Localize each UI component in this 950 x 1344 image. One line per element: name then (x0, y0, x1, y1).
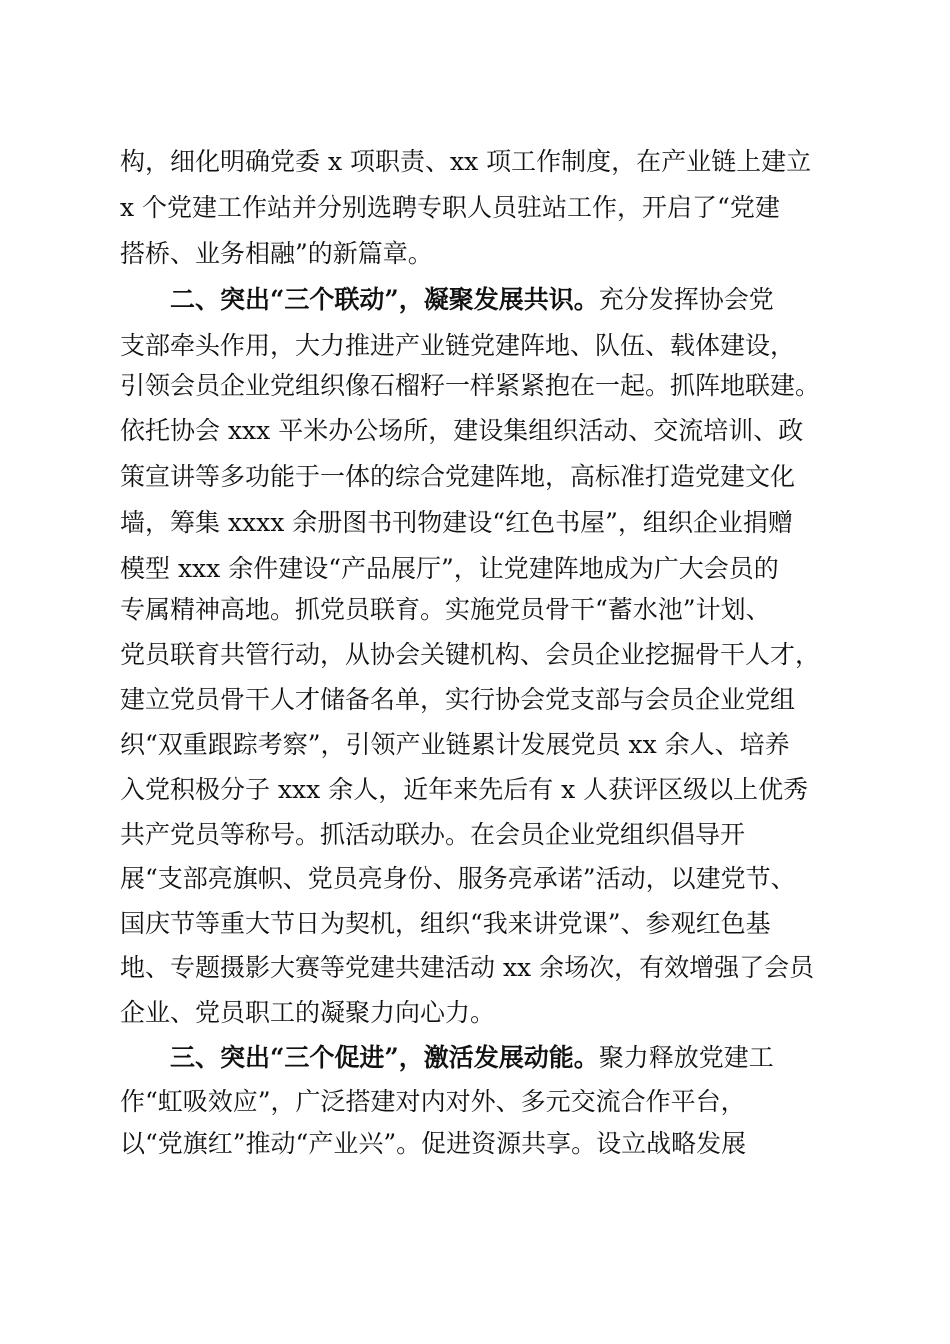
line-text: 入党积极分子 xxx 余人，近年来先后有 x 人获评区级以上优秀 (120, 775, 809, 804)
line-text: 建立党员骨干人才储备名单，实行协会党支部与会员企业党组 (120, 685, 796, 714)
text-line (120, 232, 840, 276)
text-line (120, 455, 840, 499)
section-heading-line (170, 1036, 840, 1080)
text-line (120, 678, 840, 722)
text-line (120, 813, 840, 857)
section-heading-line (170, 278, 840, 322)
text-line (120, 902, 840, 946)
line-text: 党员联育共管行动，从协会关键机构、会员企业挖掘骨干人才， (120, 640, 821, 669)
line-text: 地、专题摄影大赛等党建共建活动 xx 余场次，有效增强了会员 (120, 953, 815, 982)
text-line (120, 991, 840, 1035)
line-text: 充分发挥协会党 (598, 285, 774, 314)
line-text: x 个党建工作站并分别选聘专职人员驻站工作，开启了“党建 (120, 193, 780, 222)
text-line (120, 633, 840, 677)
section-heading: 二、突出“三个联动”，凝聚发展共识。 (170, 285, 599, 314)
text-line (120, 501, 840, 545)
line-text: 策宣讲等多功能于一体的综合党建阵地，高标准打造党建文化 (120, 462, 796, 491)
line-text: 展“支部亮旗帜、党员亮身份、服务亮承诺”活动，以建党节、 (120, 864, 796, 893)
text-line (120, 364, 840, 408)
line-text: 支部牵头作用，大力推进产业链党建阵地、队伍、载体建设， (120, 331, 796, 360)
line-text: 共产党员等称号。抓活动联办。在会员企业党组织倡导开 (120, 820, 746, 849)
text-line (120, 186, 840, 230)
line-text: 模型 xxx 余件建设“产品展厅”，让党建阵地成为广大会员的 (120, 554, 779, 583)
section-heading: 三、突出“三个促进”，激活发展动能。 (170, 1043, 599, 1072)
line-text: 以“党旗红”推动“产业兴”。促进资源共享。设立战略发展 (120, 1129, 747, 1158)
text-line (120, 1080, 840, 1124)
text-line (120, 723, 840, 767)
line-text: 墙，筹集 xxxx 余册图书刊物建设“红色书屋”，组织企业捐赠 (120, 508, 793, 537)
text-line (120, 588, 840, 632)
line-text: 专属精神高地。抓党员联育。实施党员骨干“蓄水池”计划、 (120, 595, 771, 624)
line-text: 引领会员企业党组织像石榴籽一样紧紧抱在一起。抓阵地联建。 (120, 371, 821, 400)
text-line (120, 140, 840, 184)
line-text: 构，细化明确党委 x 项职责、xx 项工作制度，在产业链上建立 (120, 147, 812, 176)
text-line (120, 547, 840, 591)
text-line (120, 946, 840, 990)
line-text: 织“双重跟踪考察”，引领产业链累计发展党员 xx 余人、培养 (120, 730, 790, 759)
text-line (120, 1122, 840, 1166)
text-line (120, 768, 840, 812)
line-text: 国庆节等重大节日为契机，组织“我来讲党课”、参观红色基 (120, 909, 771, 938)
line-text: 作“虹吸效应”，广泛搭建对内对外、多元交流合作平台， (120, 1087, 746, 1116)
line-text: 搭桥、业务相融”的新篇章。 (120, 239, 433, 268)
line-text: 依托协会 xxx 平米办公场所，建设集组织活动、交流培训、政 (120, 416, 804, 445)
text-line (120, 857, 840, 901)
text-line (120, 324, 840, 368)
text-line (120, 409, 840, 453)
line-text: 企业、党员职工的凝聚力向心力。 (120, 998, 496, 1027)
line-text: 聚力释放党建工 (598, 1043, 774, 1072)
